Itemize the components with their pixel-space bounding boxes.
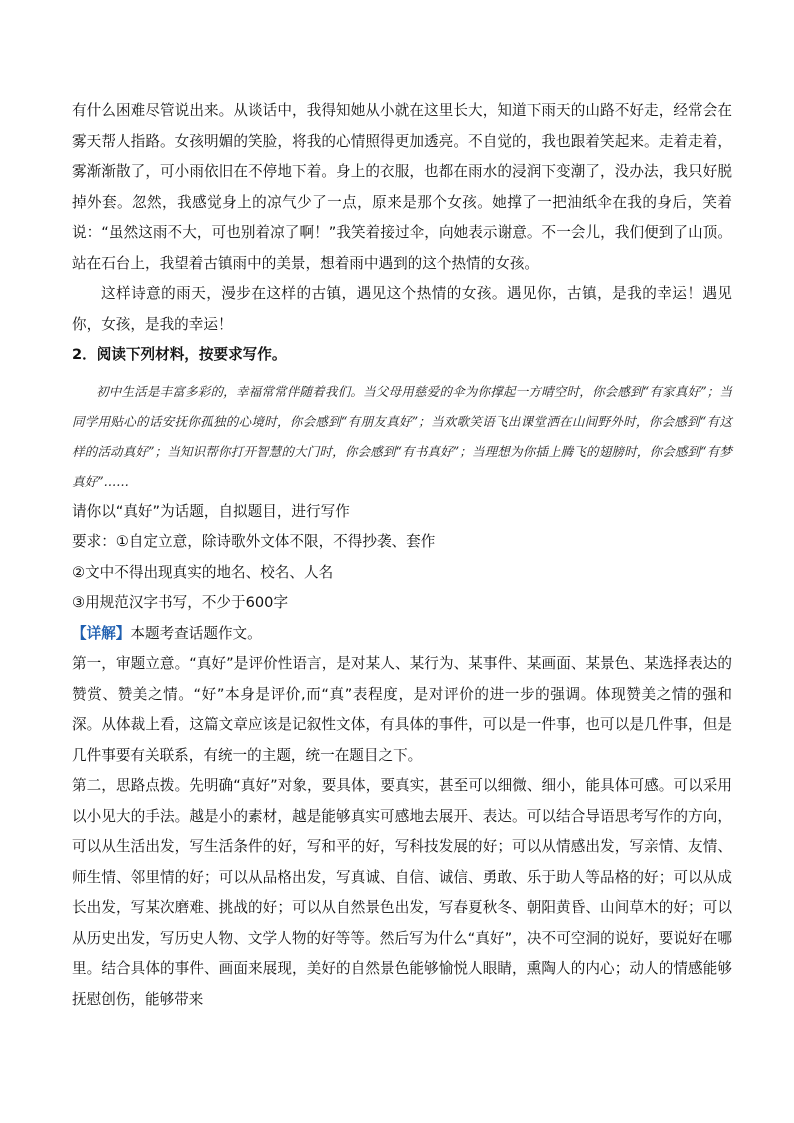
story-paragraph-1: 有什么困难尽管说出来。从谈话中，我得知她从小就在这里长大，知道下雨天的山路不好走，经常会在雾天帮人指路。女孩明媚的笑脸，将我的心情照得更加透亮。不自觉的，我也跟着笑起来。走着走着，雾渐渐散了，可小雨依旧在不停地下着。身上的衣服，也都在雨水的浸润下变潮了，没办法，我只好脱掉外套。忽然，我感觉身上的凉气少了一点，原来是那个女孩。她撑了一把油纸伞在我的身后，笑着说：“虽然这雨不大，可也别着凉了啊！”我笑着接过伞，向她表示谢意。不一会儿，我们便到了山顶。站在石台上，我望着古镇雨中的美景，想着雨中遇到的这个热情的女孩。: [72, 102, 732, 272]
material-passage: 初中生活是丰富多彩的，幸福常常伴随着我们。当父母用慈爱的伞为你撑起一方晴空时，你会感到“有家真好”；当同学用贴心的话安抚你孤独的心境时，你会感到“有朋友真好”；当欢歌笑语飞出课堂洒在山间野外时，你会感到“有这样的活动真好”；当知识帮你打开智慧的大门时，你会感到“有书真好”；当理想为你插上腾飞的翅膀时，你会感到“有梦真好”……: [72, 383, 732, 489]
analysis-point-1: 第一，审题立意。“真好”是评价性语言，是对某人、某行为、某事件、某画面、某景色、某选择表达的赞赏、赞美之情。“好”本身是评价,而“真”表程度，是对评价的进一步的强调。体现赞美之情的强和深。从体裁上看，这篇文章应该是记叙性文体，有具体的事件，可以是一件事，也可以是几件事，但是几件事要有关联系，有统一的主题，统一在题目之下。: [72, 655, 732, 764]
document-page: [72, 96, 732, 1015]
detail-intro: [72, 619, 732, 650]
requirement-1: 要求：①自定立意，除诗歌外文体不限，不得抄袭、套作: [72, 533, 436, 550]
detail-tag: 【详解】: [72, 624, 131, 642]
question-heading: 2．阅读下列材料，按要求写作。: [72, 346, 287, 363]
writing-instruction: 请你以“真好”为话题，自拟题目，进行写作: [72, 502, 350, 520]
analysis-point-2: 第二，思路点拨。先明确“真好”对象，要具体，要真实，甚至可以细微、细小，能具体可感。可以采用以小见大的手法。越是小的素材，越是能够真实可感地去展开、表达。可以结合导语思考写作的方向，可以从生活出发，写生活条件的好，写和平的好，写科技发展的好；可以从情感出发，写亲情、友情、师生情、邻里情的好；可以从品格出发，写真诚、自信、诚信、勇敢、乐于助人等品格的好；可以从成长出发，写某次磨难、挑战的好；可以从自然景色出发，写春夏秋冬、朝阳黄昏、山间草木的好；可以从历史出发，写历史人物、文学人物的好等等。然后写为什么“真好”，决不可空洞的说好，要说好在哪里。结合具体的事件、画面来展现，美好的自然景色能够愉悦人眼睛，熏陶人的内心；动人的情感能够抚慰创伤，能够带来: [72, 777, 732, 1008]
requirement-2: ②文中不得出现真实的地名、校名、人名: [72, 563, 334, 581]
story-paragraph-2: 这样诗意的雨天，漫步在这样的古镇，遇见这个热情的女孩。遇见你，古镇，是我的幸运！遇见你，女孩，是我的幸运！: [72, 285, 732, 333]
requirement-3: ③用规范汉字书写，不少于600字: [72, 594, 289, 611]
detail-intro-text: 本题考查话题作文。: [130, 624, 262, 642]
